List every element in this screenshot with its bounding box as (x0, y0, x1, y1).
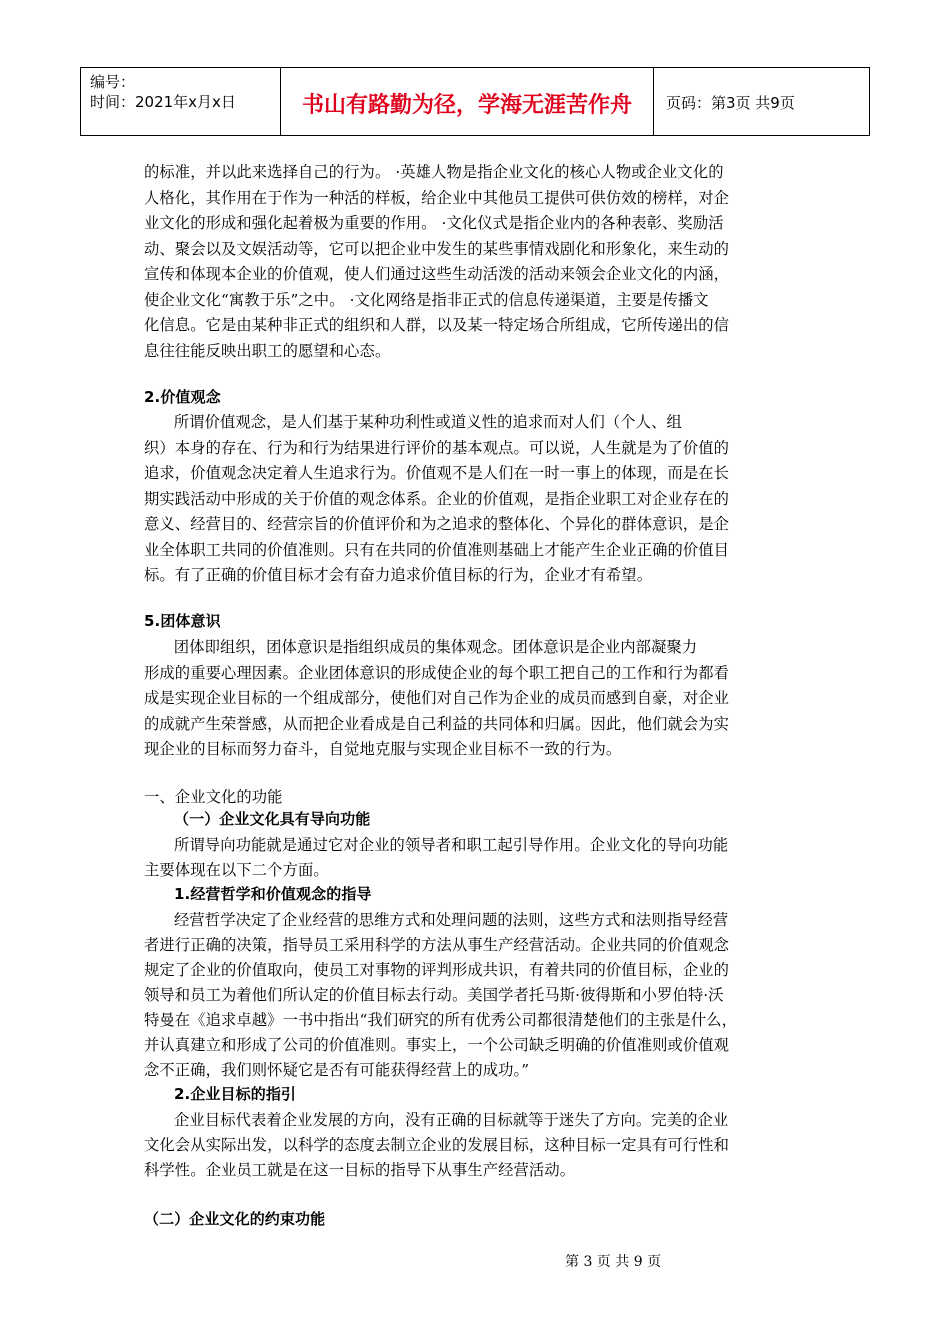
page-footer: 第 3 页 共 9 页 (565, 1254, 662, 1270)
paragraph-line: 宣传和体现本企业的价值观，使人们通过这些生动活泼的活动来领会企业文化的内涵， (144, 265, 730, 283)
header-motto: 书山有路勤为径，学海无涯苦作舟 (281, 68, 654, 135)
paragraph-line: 人格化，其作用在于作为一种活的样板，给企业中其他员工提供可供仿效的榜样，对企 (144, 189, 730, 207)
subsection-heading-goals: 2.企业目标的指引 (174, 1085, 297, 1103)
paragraph-line: 团体即组织，团体意识是指组织成员的集体观念。团体意识是企业内部凝聚力 (144, 638, 698, 656)
paragraph-line: 科学性。企业员工就是在这一目标的指导下从事生产经营活动。 (144, 1161, 576, 1179)
paragraph-line: 企业目标代表着企业发展的方向，没有正确的目标就等于迷失了方向。完美的企业 (174, 1111, 729, 1129)
header-page-number: 页码：第3页 共9页 (666, 94, 795, 112)
section-heading-values: 2.价值观念 (144, 388, 221, 406)
section-heading-constraint: （二）企业文化的约束功能 (144, 1210, 326, 1228)
page-header (80, 67, 870, 136)
paragraph-line: 经营哲学决定了企业经营的思维方式和处理问题的法则，这些方式和法则指导经营 (174, 911, 729, 929)
paragraph-line: 文化会从实际出发，以科学的态度去制立企业的发展目标，这种目标一定具有可行性和 (144, 1136, 730, 1154)
paragraph-line: 成是实现企业目标的一个组成部分，使他们对自己作为企业的成员而感到自豪，对企业 (144, 689, 730, 707)
chapter-heading-functions: 一、企业文化的功能 (144, 788, 283, 806)
paragraph-line: 动、聚会以及文娱活动等，它可以把企业中发生的某些事情戏剧化和形象化，来生动的 (144, 240, 730, 258)
paragraph-line: 的标准，并以此来选择自己的行为。 ·英雄人物是指企业文化的核心人物或企业文化的 (144, 163, 724, 181)
paragraph-line: 所谓价值观念，是人们基于某种功利性或道义性的追求而对人们（个人、组 (144, 413, 682, 431)
paragraph-line: 念不正确，我们则怀疑它是否有可能获得经营上的成功。” (144, 1061, 530, 1079)
doc-time-label: 时间：2021年x月x日 (90, 93, 236, 111)
section-heading-guidance: （一）企业文化具有导向功能 (174, 810, 371, 828)
paragraph-line: 业文化的形成和强化起着极为重要的作用。 ·文化仪式是指企业内的各种表彰、奖励活 (144, 214, 724, 232)
paragraph-line: 主要体现在以下二个方面。 (144, 861, 329, 879)
paragraph-line: 化信息。它是由某种非正式的组织和人群，以及某一特定场合所组成，它所传递出的信 (144, 316, 730, 334)
paragraph-line: 意义、经营目的、经营宗旨的价值评价和为之追求的整体化、个异化的群体意识，是企 (144, 515, 730, 533)
paragraph-line: 期实践活动中形成的关于价值的观念体系。企业的价值观，是指企业职工对企业存在的 (144, 490, 730, 508)
paragraph-line: 现企业的目标而努力奋斗，自觉地克服与实现企业目标不一致的行为。 (144, 740, 622, 758)
paragraph-line: 织）本身的存在、行为和行为结果进行评价的基本观点。可以说，人生就是为了价值的 (144, 439, 730, 457)
paragraph-line: 所谓导向功能就是通过它对企业的领导者和职工起引导作用。企业文化的导向功能 (174, 836, 729, 854)
paragraph-line: 追求，价值观念决定着人生追求行为。价值观不是人们在一时一事上的体现，而是在长 (144, 464, 730, 482)
subsection-heading-philosophy: 1.经营哲学和价值观念的指导 (174, 885, 372, 903)
paragraph-line: 者进行正确的决策，指导员工采用科学的方法从事生产经营活动。企业共同的价值观念 (144, 936, 730, 954)
paragraph-line: 息往往能反映出职工的愿望和心态。 (144, 342, 391, 360)
paragraph-line: 特曼在《追求卓越》一书中指出“我们研究的所有优秀公司都很清楚他们的主张是什么， (144, 1011, 738, 1029)
paragraph-line: 规定了企业的价值取向，使员工对事物的评判形成共识，有着共同的价值目标，企业的 (144, 961, 730, 979)
section-heading-team: 5.团体意识 (144, 612, 221, 630)
doc-number-label: 编号： (90, 73, 136, 91)
paragraph-line: 并认真建立和形成了公司的价值准则。事实上，一个公司缺乏明确的价值准则或价值观 (144, 1036, 730, 1054)
paragraph-line: 标。有了正确的价值目标才会有奋力追求价值目标的行为，企业才有希望。 (144, 566, 653, 584)
header-info-cell (81, 68, 281, 135)
paragraph-line: 使企业文化“寓教于乐”之中。 ·文化网络是指非正式的信息传递渠道，主要是传播文 (144, 291, 709, 309)
paragraph-line: 领导和员工为着他们所认定的价值目标去行动。美国学者托马斯·彼得斯和小罗伯特·沃 (144, 986, 724, 1004)
paragraph-line: 形成的重要心理因素。企业团体意识的形成使企业的每个职工把自己的工作和行为都看 (144, 664, 730, 682)
paragraph-line: 业全体职工共同的价值准则。只有在共同的价值准则基础上才能产生企业正确的价值目 (144, 541, 730, 559)
paragraph-line: 的成就产生荣誉感，从而把企业看成是自己利益的共同体和归属。因此，他们就会为实 (144, 715, 730, 733)
